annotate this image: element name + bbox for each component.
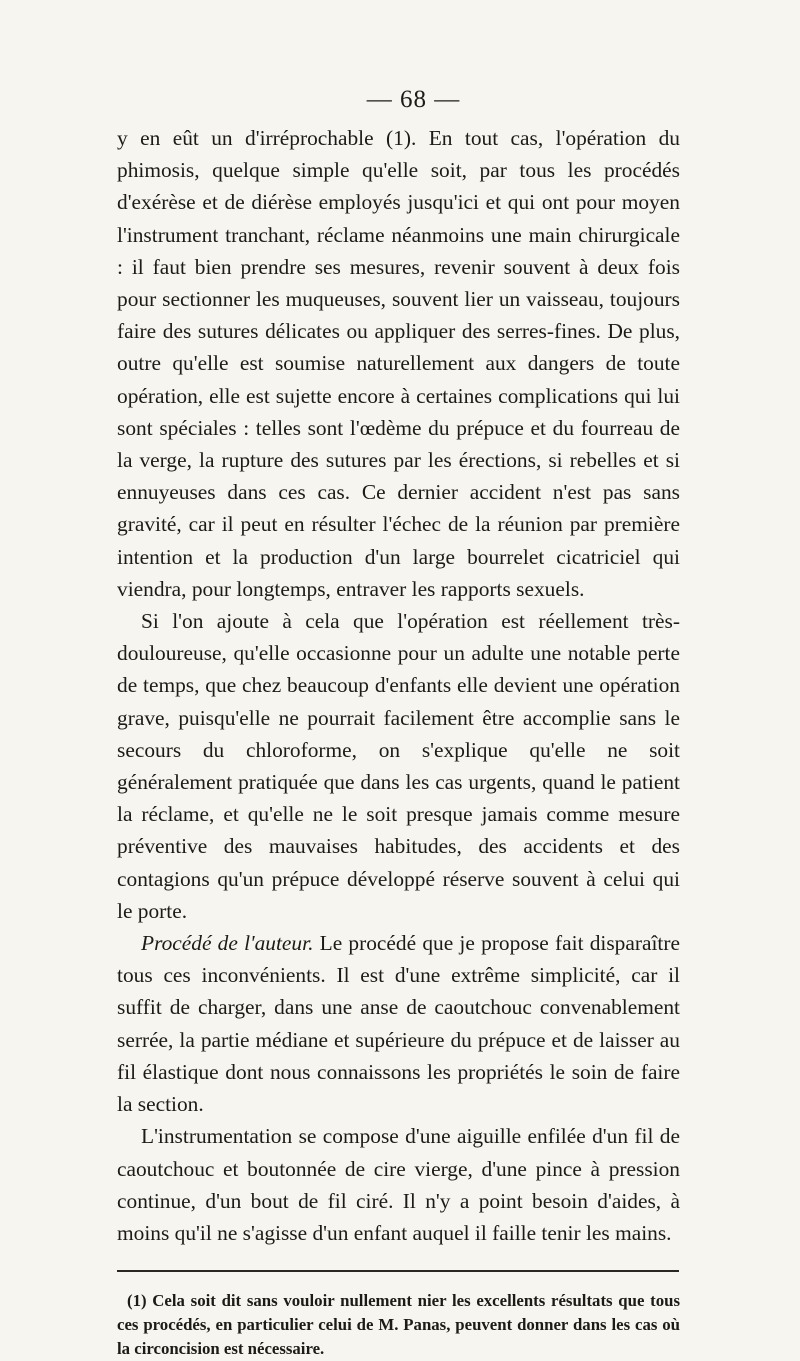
document-page [117,86,680,1361]
paragraph-2: Si l'on ajoute à cela que l'opération est réellement très-douloureuse, qu'elle occasionne pour un adulte une notable perte de temps, que chez beaucoup d'enfants elle devient une opération grave, puisqu'elle ne pourrait facilement être accomplie sans le secours du chloroforme, on s'explique qu'elle ne soit généralement pratiquée que dans les cas urgents, quand le patient la réclame, et qu'elle ne le soit presque jamais comme mesure préventive des mauvaises habitudes, des accidents et des contagions qu'un prépuce développé réserve souvent à celui qui le porte. [117,609,680,923]
paragraph-1: y en eût un d'irréprochable (1). En tout cas, l'opération du phimosis, quelque simple qu'elle soit, par tous les procédés d'exérèse et de diérèse employés jusqu'ici et qui ont pour moyen l'instrument tranchant, réclame néanmoins une main chirurgicale : il faut bien prendre ses mesures, revenir souvent à deux fois pour sectionner les muqueuses, souvent lier un vaisseau, toujours faire des sutures délicates ou appliquer des serres-fines. De plus, outre qu'elle est soumise naturellement aux dangers de toute opération, elle est sujette encore à certaines complications qui lui sont spéciales : telles sont l'œdème du prépuce et du fourreau de la verge, la rupture des sutures par les érections, si rebelles et si ennuyeuses dans ces cas. Ce dernier accident n'est pas sans gravité, car il peut en résulter l'échec de la réunion par première intention et la production d'un large bourrelet cicatriciel qui viendra, pour longtemps, entraver les rapports sexuels. [117,126,680,601]
section-paragraph [117,927,680,1120]
section-heading: Procédé de l'auteur. [141,931,314,956]
page-number: — 68 — [366,86,461,113]
section-text: Le procédé que je propose fait disparaître tous ces inconvénients. Il est d'une extrême simplicité, car il suffit de charger, dans une anse de caoutchouc convenablement serrée, la partie médiane et supérieure du prépuce et de laisser au fil élastique dont nous connaissons les propriétés le soin de faire la section. [117,931,680,1117]
paragraph-4: L'instrumentation se compose d'une aiguille enfilée d'un fil de caoutchouc et boutonnée de cire vierge, d'une pince à pression continue, d'un bout de fil ciré. Il n'y a point besoin d'aides, à moins qu'il ne s'agisse d'un enfant auquel il faille tenir les mains. [117,1124,680,1245]
footnote: (1) Cela soit dit sans vouloir nullement nier les excellents résultats que tous ces procédés, en particulier celui de M. Panas, peuvent donner dans les cas où la circoncision est nécessaire. [117,1291,680,1359]
footnote-divider [117,1270,679,1272]
